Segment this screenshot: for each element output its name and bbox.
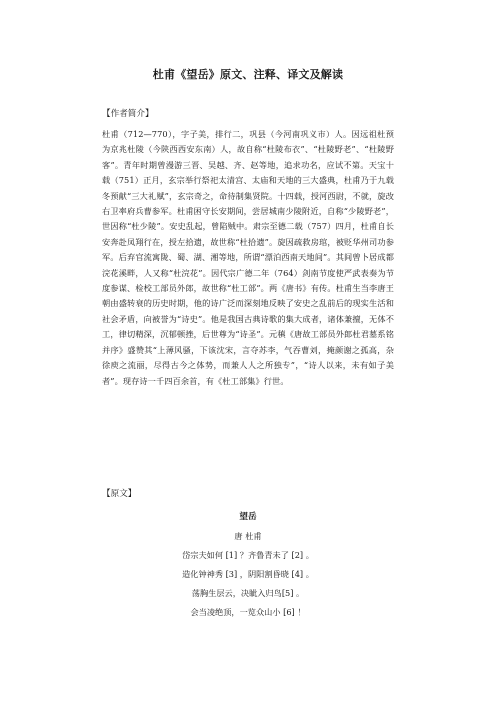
poem-title: 望岳 [239,512,257,522]
author-intro-heading: 【作者简介】 [102,109,154,119]
original-text-heading: 【原文】 [102,489,137,499]
poem-line: 造化钟神秀 [3] ，阴阳割昏晓 [4] 。 [182,569,314,579]
author-bio-paragraph: 杜甫（712—770），字子美，排行二，巩县（今河南巩义市）人。因远祖杜预为京兆杜陵（今陕西西安东南）人，故自称“杜陵布衣”、“杜陵野老”、“杜陵野客”。青年时期曾漫游三晋、吴越、齐、赵等地，追求功名，应试不第。天宝十载（751）正月，玄宗举行祭祀太清宫、太庙和天地的三大盛典，杜甫乃于九载冬预献“三大礼赋”，玄宗奇之，命待制集贤院。十四载，授河西尉，不就，旋改右卫率府兵曹参军。杜甫困守长安期间，尝居城南少陵附近，自称“少陵野老”，世因称“杜少陵”。安史乱起，曾陷贼中。肃宗至德二载（757）四月，杜甫自长安奔赴凤翔行在，授左拾遗，故世称“杜拾遗”。旋因疏救房琯，被贬华州司功参军。后弃官流寓陇、蜀、湖、湘等地，所谓“漂泊西南天地间”。其间曾卜居成都浣花溪畔，人又称“杜浣花”。因代宗广德二年（764）剑南节度使严武表奏为节度参谋、检校工部员外郎，故世称“杜工部”。两《唐书》有传。杜甫生当李唐王朝由盛转衰的历史时期，他的诗广泛而深刻地反映了安史之乱前后的现实生活和社会矛盾，向被誉为“诗史”。他是我国古典诗歌的集大成者，诸体兼擅，无体不工，律切精深，沉郁顿挫，后世尊为“诗圣”。元稹《唐故工部员外郎杜君墓系铭并序》盛赞其“上薄风骚，下该沈宋，言夺苏李，气吞曹刘，掩颜谢之孤高，杂徐庾之流丽，尽得古今之体势，而兼人人之所独专”，“诗人以来，未有如子美者”。现存诗一千四百余首，有《杜工部集》行世。 [102,129,394,386]
document-title: 杜甫《望岳》原文、注释、译文及解读 [152,68,344,81]
poem-line: 会当凌绝顶，一览众山小 [6] ！ [190,607,306,617]
poem-author: 唐 杜甫 [234,531,262,541]
poem-line: 荡胸生层云，决眦入归鸟[5] 。 [191,588,305,598]
poem-block [0,508,496,622]
poem-line: 岱宗夫如何 [1] ？齐鲁青未了 [2] 。 [182,550,314,560]
